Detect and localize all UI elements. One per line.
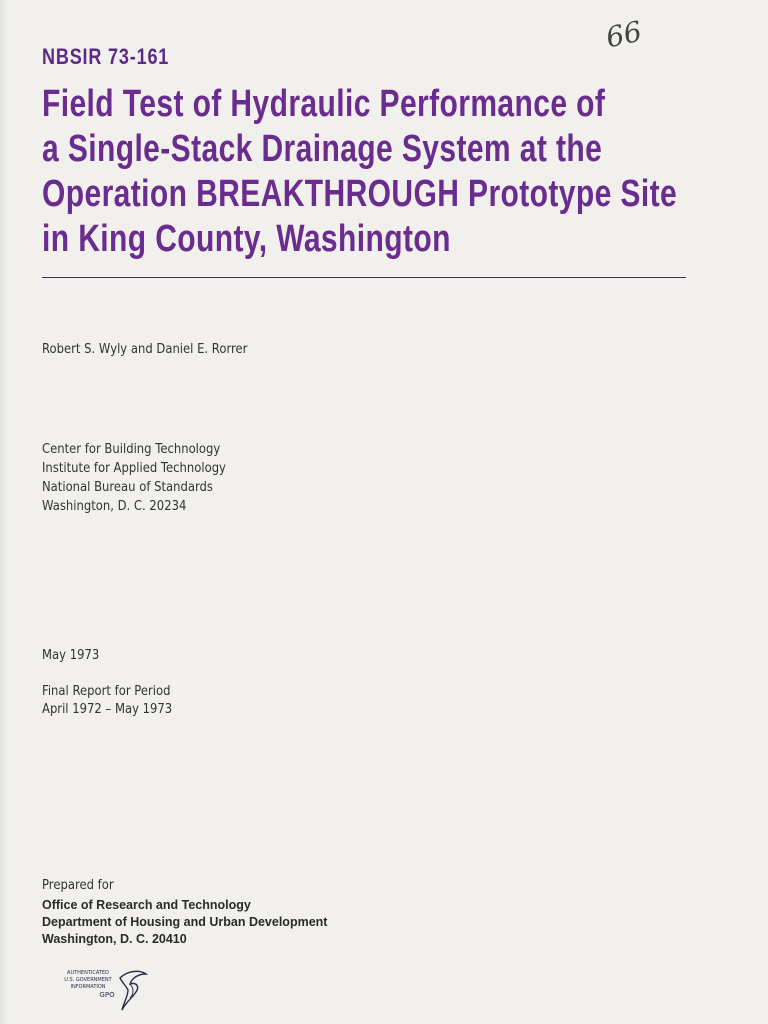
handwritten-mark: 66: [602, 14, 645, 55]
affiliation-line: Institute for Applied Technology: [42, 460, 226, 476]
gpo-seal-text: INFORMATION: [70, 984, 106, 990]
report-number: NBSIR 73-161: [42, 44, 170, 69]
report-period: [42, 682, 172, 718]
title-line: Operation BREAKTHROUGH Prototype Site: [42, 173, 678, 215]
affiliation-line: Center for Building Technology: [42, 441, 221, 457]
sponsor-block: [42, 897, 327, 948]
title-divider: [42, 277, 686, 278]
report-period-line: Final Report for Period: [42, 683, 171, 699]
title-line: a Single-Stack Drainage System at the: [42, 128, 603, 170]
gpo-seal-text: AUTHENTICATED: [67, 970, 109, 976]
gpo-authentication-seal: [52, 968, 152, 1014]
prepared-for-label: Prepared for: [42, 877, 114, 893]
page-edge: [0, 0, 8, 1024]
affiliation-line: Washington, D. C. 20234: [42, 498, 187, 514]
gpo-seal-mark: GPO: [99, 991, 115, 999]
sponsor-line: Office of Research and Technology: [42, 898, 251, 912]
report-period-line: April 1972 – May 1973: [42, 701, 173, 717]
title-line: in King County, Washington: [42, 218, 451, 260]
authors: Robert S. Wyly and Daniel E. Rorrer: [42, 341, 248, 357]
sponsor-line: Department of Housing and Urban Development: [42, 915, 328, 929]
document-title: [42, 82, 678, 262]
affiliation-block: [42, 440, 226, 516]
report-date: May 1973: [42, 647, 100, 663]
title-line: Field Test of Hydraulic Performance of: [42, 83, 606, 125]
sponsor-line: Washington, D. C. 20410: [42, 932, 187, 946]
affiliation-line: National Bureau of Standards: [42, 479, 213, 495]
gpo-seal-text: U.S. GOVERNMENT: [64, 977, 112, 983]
eagle-icon: [116, 968, 148, 1014]
